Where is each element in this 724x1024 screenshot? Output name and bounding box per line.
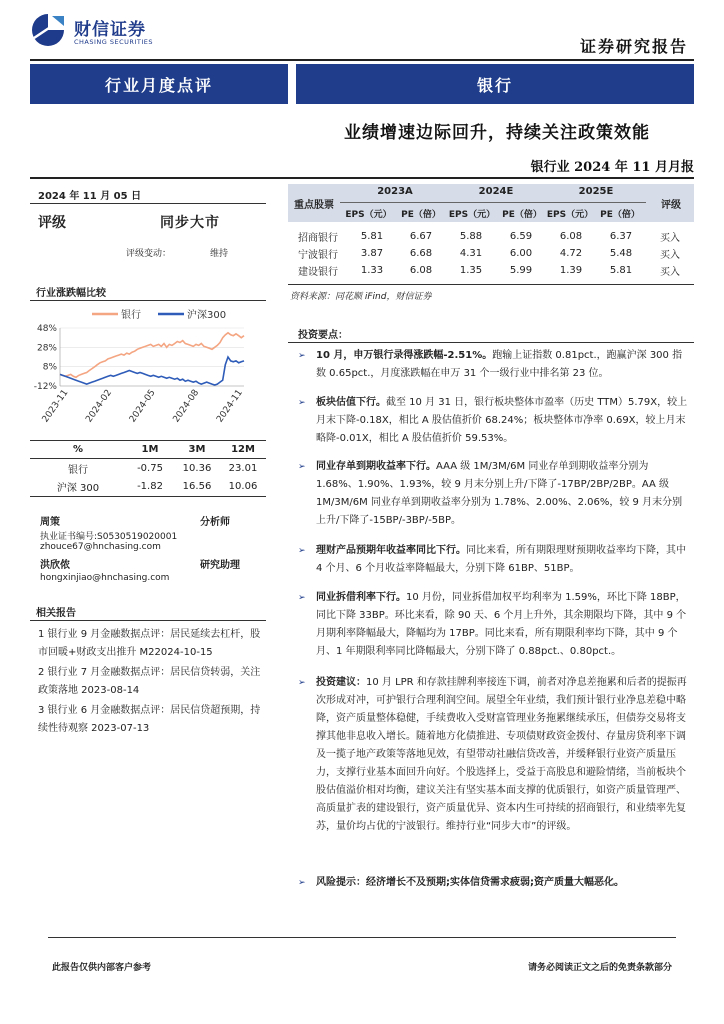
company-logo: [30, 12, 180, 50]
arrow-bullet-icon: ➢: [298, 678, 306, 688]
stock-col-rating: 评级: [661, 200, 681, 211]
analyst-name-1: 周策: [40, 517, 60, 528]
stock-pe: 6.08: [409, 265, 433, 276]
related-item-2[interactable]: 2 银行业 7 月金融数据点评：居民信贷转弱，关注政策落地 2023-08-14: [38, 667, 261, 696]
point-6-head: 投资建议：: [316, 677, 366, 688]
x-tick-label: 2024-05: [127, 387, 158, 425]
stock-pe: 5.81: [609, 265, 633, 276]
stock-pe-2025: PE（倍）: [600, 210, 640, 220]
perf-table-bottom: [30, 496, 266, 497]
analyst-role-2: 研究助理: [200, 560, 240, 571]
stock-col-2024: 2024E: [478, 186, 514, 197]
point-6: [298, 674, 688, 836]
related-item-3[interactable]: 3 银行业 6 月金融数据点评：居民信贷超预期，持续性待观察 2023-07-13: [38, 705, 261, 734]
x-tick-label: 2023-11: [40, 387, 71, 425]
x-tick-label: 2024-02: [84, 387, 115, 425]
band-industry: [296, 64, 694, 104]
band-category-label: 行业月度点评: [104, 75, 213, 95]
points-divider: [288, 342, 694, 343]
report-type: 证券研究报告: [579, 37, 688, 56]
stock-pe-2024: PE（倍）: [502, 210, 542, 220]
stock-eps: 1.33: [360, 265, 384, 276]
stock-eps: 5.88: [459, 231, 483, 242]
report-title: 业绩增速边际回升，持续关注政策效能: [344, 123, 650, 143]
rating-value: 同步大市: [160, 215, 220, 231]
series-line-bank: [60, 333, 244, 378]
stock-year-divider: [340, 202, 646, 203]
stock-pe: 6.37: [609, 231, 633, 242]
analyst-email-2[interactable]: hongxinjiao@hnchasing.com: [40, 573, 170, 583]
point-4-head: 理财产品预期年收益率同比下行。: [316, 545, 466, 556]
rating-label: 评级: [38, 215, 66, 231]
point-5-body: 10 月份，同业拆借加权平均利率为 1.59%，环比下降 18BP，同比下降 33BP。环比来看，除 90 天、6 个月上升外，其余期限均下降，其中 9 个月期利率降幅最大，降幅均为 17BP。同比来看，所有期限利率均下降，其中 9 个月、1 年期限利率同比降幅最大，分别下降了 0.88pct.、0.80pct.。: [316, 592, 687, 657]
stock-pe: 6.00: [509, 248, 533, 259]
logo-icon: [30, 12, 66, 48]
perf-row-12m: 10.06: [228, 480, 258, 492]
analyst-cert-1: 执业证书编号:S0530519020001: [40, 532, 178, 542]
stock-pe: 6.59: [509, 231, 533, 242]
left-divider-2: [30, 300, 266, 301]
perf-row-name: 沪深 300: [56, 482, 100, 494]
stock-col-2023: 2023A: [377, 186, 413, 197]
point-6-body: 10 月 LPR 和存款挂牌利率接连下调，前者对净息差拖累和后者的提振再次形成对冲，可护银行合理利润空间。展望全年业绩，我们预计银行业净息差稳中略降，资产质量整体稳健，手续费收入受财富管理业务拖累继续承压，但债券交易将支撑其他非息收入增长。随着地方化债推进、专项债财政资金拨付、存量房贷利率下调及一揽子地产政策等落地见效，有望带动社融信贷改善，并缓释银行业资产质量压力，支撑行业基本面回升向好。个股选择上，受益于高股息和避险情绪，当前板块个股估值溢价相对均衡，建议关注有坚实基本面支撑的优质银行，如资产质量管理严、高质量扩表的建设银行，资产质量优异、资本内生可持续的招商银行，和业绩率先复苏，量价均占优的宁波银行。维持行业“同步大市”的评级。: [316, 677, 687, 832]
footer-right[interactable]: 请务必阅读正文之后的免责条款部分: [527, 963, 672, 973]
report-subtitle: 银行业 2024 年 11 月月报: [530, 160, 694, 175]
stock-eps: 1.35: [459, 265, 483, 276]
stock-eps-2023: EPS（元）: [345, 210, 392, 220]
perf-table: [30, 440, 266, 495]
point-3: [298, 458, 688, 530]
stock-pe-2023: PE（倍）: [401, 210, 441, 220]
legend-label: 银行: [121, 310, 141, 321]
perf-table-header: [30, 440, 266, 458]
perf-chart: [30, 302, 266, 438]
stock-col-key: 重点股票: [294, 200, 334, 211]
point-2: [298, 394, 688, 448]
x-tick-label: 2024-11: [215, 387, 245, 425]
table-row: [288, 228, 694, 245]
stock-eps: 5.81: [360, 231, 384, 242]
point-5-head: 同业拆借利率下行。: [316, 592, 406, 603]
stock-eps: 1.39: [559, 265, 583, 276]
rating-change-value: 维持: [210, 249, 229, 259]
stock-table: [288, 228, 694, 279]
stock-pe: 5.99: [509, 265, 533, 276]
stock-table-bottom: [288, 284, 694, 285]
stock-source: 资料来源：同花顺 iFind，财信证券: [290, 292, 432, 302]
stock-rating: 买入: [660, 233, 680, 244]
header-divider: [30, 59, 694, 61]
stock-eps: 6.08: [559, 231, 583, 242]
stock-pe: 6.67: [409, 231, 433, 242]
stock-col-2025: 2025E: [578, 186, 614, 197]
y-tick-label: 28%: [36, 343, 57, 354]
point-2-head: 板块估值下行。: [316, 397, 386, 408]
company-name-en: CHASING SECURITIES: [74, 38, 153, 46]
arrow-bullet-icon: ➢: [298, 546, 306, 556]
point-1-body: 跑输上证指数 0.81pct.，跑赢沪深 300 指数 0.65pct.，月度涨跌幅在申万 31 个一级行业中排名第 23 位。: [316, 350, 683, 379]
arrow-bullet-icon: ➢: [298, 351, 306, 361]
table-row: [288, 262, 694, 279]
band-industry-label: 银行: [476, 75, 513, 95]
point-1-head: 10 月，申万银行录得涨跌幅-2.51%。: [316, 350, 493, 361]
point-1: [298, 347, 688, 383]
left-divider-1: [30, 203, 266, 204]
arrow-bullet-icon: ➢: [298, 462, 306, 472]
analyst-email-1[interactable]: zhouce67@hnchasing.com: [40, 542, 161, 552]
report-date: 2024 年 11 月 05 日: [38, 191, 142, 202]
point-3-head: 同业存单到期收益率下行。: [316, 461, 436, 472]
point-3-body: AAA 级 1M/3M/6M 同业存单到期收益率分别为 1.68%、1.90%、1.93%，较 9 月末分别上升/下降了-17BP/2BP/2BP。AA 级 1M/3M/6M 同业存单到期收益率分别为 1.78%、2.00%、2.06%，较 9 月末分别上升/下降了-15BP/-3BP/-5BP。: [316, 461, 683, 526]
arrow-bullet-icon: ➢: [298, 878, 306, 888]
perf-col-name: %: [72, 443, 84, 455]
perf-col-1m: 1M: [141, 443, 159, 455]
title-divider: [30, 177, 694, 179]
related-divider: [30, 620, 266, 621]
analyst-name-2: 洪欣侬: [40, 560, 70, 571]
perf-title: 行业涨跌幅比较: [36, 288, 106, 299]
perf-row-3m: 10.36: [182, 462, 212, 474]
stock-rating: 买入: [660, 250, 680, 261]
footer-divider: [48, 937, 676, 938]
table-row: [288, 245, 694, 262]
company-name: 财信证券: [74, 20, 146, 40]
stock-pe: 5.48: [609, 248, 633, 259]
stock-eps-2025: EPS（元）: [546, 210, 594, 220]
band-category: [30, 64, 288, 104]
perf-row-3m: 16.56: [182, 480, 212, 492]
point-7: [298, 874, 688, 892]
point-5: [298, 589, 688, 661]
perf-table-divider: [30, 458, 266, 459]
analyst-role-1: 分析师: [200, 517, 230, 528]
point-4: [298, 542, 688, 578]
perf-row-name: 银行: [68, 464, 88, 476]
perf-row-1m: -0.75: [137, 462, 163, 474]
related-item-1[interactable]: 1 银行业 9 月金融数据点评：居民延续去杠杆，股市回暖+财政支出推升 M22024-10-15: [38, 629, 261, 658]
perf-row-12m: 23.01: [228, 462, 258, 474]
stock-name: 宁波银行: [298, 250, 338, 261]
stock-name: 招商银行: [298, 233, 338, 244]
stock-rating: 买入: [660, 267, 680, 278]
stock-eps: 3.87: [360, 248, 384, 259]
arrow-bullet-icon: ➢: [298, 398, 306, 408]
points-title: 投资要点：: [298, 330, 348, 341]
stock-name: 建设银行: [298, 267, 338, 278]
y-tick-label: -12%: [33, 382, 57, 392]
x-tick-label: 2024-08: [171, 387, 202, 425]
point-2-body: 截至 10 月 31 日，银行板块整体市盈率（历史 TTM）5.79X，较上月末下降-0.18X，相比 A 股估值折价 68.24%；板块整体市净率 0.69X，较上月末略降-0.01X，相比 A 股估值折价 59.53%。: [316, 397, 688, 444]
point-7-text: 风险提示：经济增长不及预期;实体信贷需求疲弱;资产质量大幅恶化。: [316, 877, 624, 888]
legend-label: 沪深300: [187, 310, 227, 321]
stock-eps-2024: EPS（元）: [448, 210, 496, 220]
footer-left: 此报告仅供内部客户参考: [52, 963, 152, 973]
arrow-bullet-icon: ➢: [298, 593, 306, 603]
stock-eps: 4.31: [459, 248, 483, 259]
table-row: [30, 459, 266, 477]
table-row: [30, 477, 266, 495]
perf-col-12m: 12M: [231, 443, 255, 455]
y-tick-label: 8%: [42, 362, 57, 373]
stock-eps: 4.72: [559, 248, 583, 259]
point-4-body: 同比来看，所有期限理财预期收益率均下降，其中 4 个月、6 个月收益率降幅最大，分别下降 61BP、51BP。: [316, 545, 686, 574]
y-tick-label: 48%: [36, 324, 57, 334]
related-title: 相关报告: [36, 608, 76, 619]
perf-row-1m: -1.82: [137, 480, 163, 492]
rating-change-label: 评级变动：: [126, 249, 172, 259]
stock-pe: 6.68: [409, 248, 433, 259]
perf-col-3m: 3M: [188, 443, 206, 455]
